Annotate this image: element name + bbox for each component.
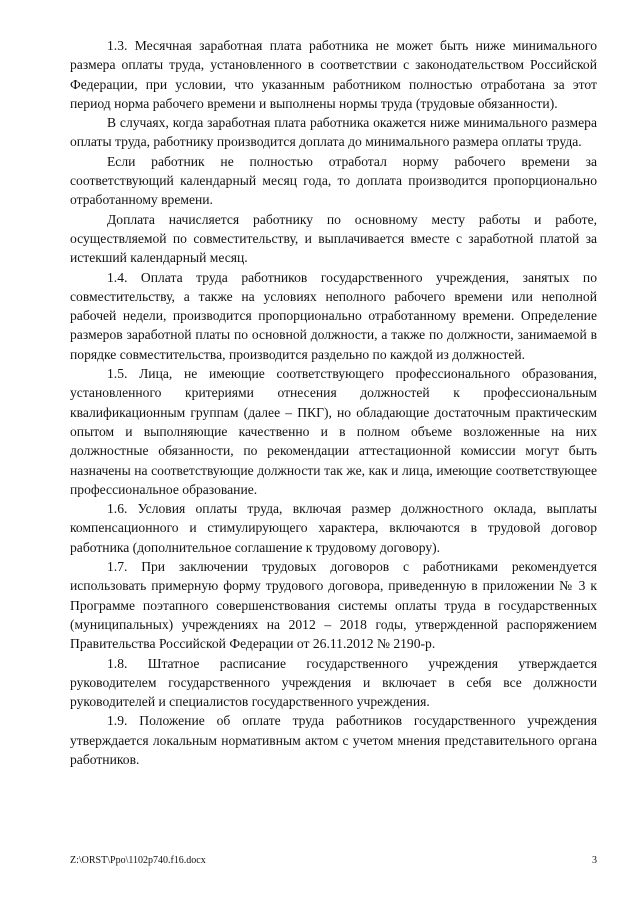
document-body <box>70 36 597 769</box>
paragraph-1-3-case: В случаях, когда заработная плата работника окажется ниже минимального размера оплаты труда, работнику производится доплата до минимального размера оплаты труда. <box>70 115 597 150</box>
page-footer <box>70 855 597 867</box>
paragraph-1-8: 1.8. Штатное расписание государственного учреждения утверждается руководителем государственного учреждения и включает в себя все должности руководителей и специалистов государственного учреждения. <box>70 655 597 710</box>
paragraph-1-3: 1.3. Месячная заработная плата работника не может быть ниже минимального размера оплаты труда, установленного в соответствии с законодательством Российской Федерации, при условии, что указанным работником полностью отработана за этот период норма рабочего времени и выполнены нормы труда (трудовые обязанности). <box>70 38 597 111</box>
paragraph-1-3-partial: Если работник не полностью отработал норму рабочего времени за соответствующий календарный месяц года, то доплата производится пропорционально отработанному времени. <box>70 153 597 208</box>
paragraph-1-4: 1.4. Оплата труда работников государственного учреждения, занятых по совместительству, а также на условиях неполного рабочего времени или неполной рабочей недели, производится пропорционально отработанному времени. Определение размеров заработной платы по основной должности, а также по должности, занимаемой в порядке совместительства, производится раздельно по каждой из должностей. <box>70 269 597 362</box>
paragraph-1-7: 1.7. При заключении трудовых договоров с работниками рекомендуется использовать примерную форму трудового договора, приведенную в приложении № 3 к Программе поэтапного совершенствования системы оплаты труда в государственных (муниципальных) учреждениях на 2012 – 2018 годы, утвержденной распоряжением Правительства Российской Федерации от 26.11.2012 № 2190-р. <box>70 559 597 652</box>
paragraph-1-6: 1.6. Условия оплаты труда, включая размер должностного оклада, выплаты компенсационного и стимулирующего характера, включаются в трудовой договор работника (дополнительное соглашение к трудовому договору). <box>70 501 597 555</box>
paragraph-1-3-accrual: Доплата начисляется работнику по основному месту работы и работе, осуществляемой по совместительству, и выплачивается вместе с заработной платой за истекший календарный месяц. <box>70 211 597 266</box>
footer-file-path: Z:\ORST\Ppo\1102p740.f16.docx <box>70 855 206 866</box>
paragraph-1-5: 1.5. Лица, не имеющие соответствующего профессионального образования, установленного критериями отнесения должностей к профессиональным квалификационным группам (далее – ПКГ), но обладающие достаточным практическим опытом и выполняющие качественно и в полном объеме возложенные на них должностные обязанности, по рекомендации аттестационной комиссии могут быть назначены на соответствующие должности так же, как и лица, имеющие соответствующее профессиональное образование. <box>70 366 597 497</box>
paragraph-1-9: 1.9. Положение об оплате труда работников государственного учреждения утверждается локальным нормативным актом с учетом мнения представительного органа работников. <box>70 713 597 767</box>
footer-page-number: 3 <box>592 855 597 866</box>
